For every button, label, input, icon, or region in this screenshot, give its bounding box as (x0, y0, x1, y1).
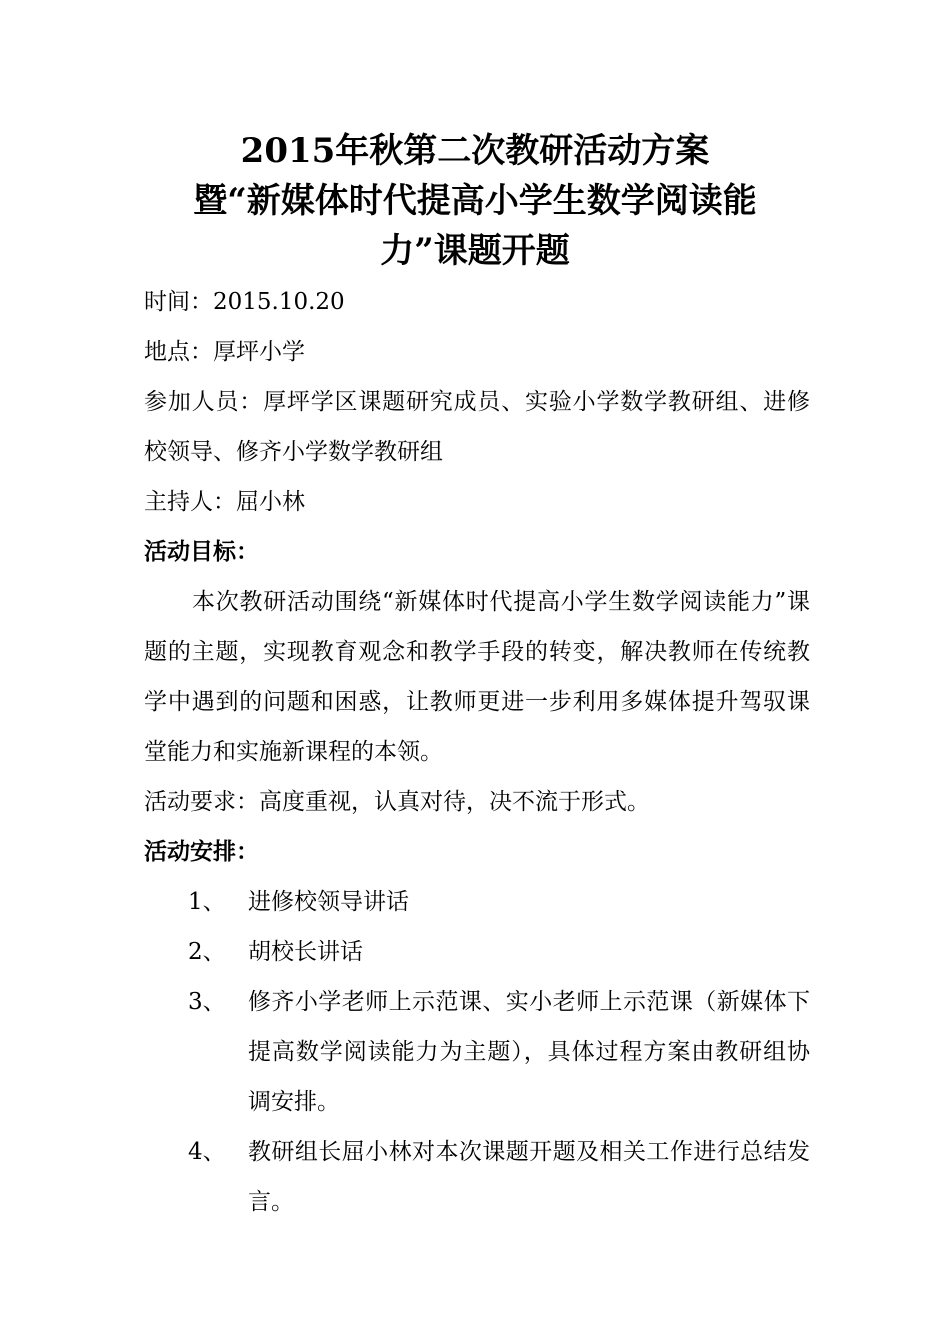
list-item (144, 927, 810, 977)
requirement-line: 活动要求：高度重视，认真对待，决不流于形式。 (144, 789, 650, 815)
list-item-text: 进修校领导讲话 (248, 889, 409, 915)
arrangement-list (144, 877, 810, 1227)
arrangement-heading: 活动安排： (144, 838, 259, 865)
list-item-number: 4、 (188, 1139, 226, 1165)
list-item-number: 3、 (188, 989, 226, 1015)
title-line-2: 暨“新媒体时代提高小学生数学阅读能 (193, 181, 757, 221)
list-item-number: 2、 (188, 939, 226, 965)
list-item (144, 977, 810, 1127)
list-item-text: 教研组长屈小林对本次课题开题及相关工作进行总结发言。 (248, 1139, 810, 1215)
list-item-text: 修齐小学老师上示范课、实小老师上示范课（新媒体下提高数学阅读能力为主题），具体过程方案由教研组协调安排。 (248, 989, 810, 1115)
title-line-3: 力”课题开题 (380, 231, 570, 271)
title-line-1: 2015年秋第二次教研活动方案 (240, 131, 710, 171)
list-item-number: 1、 (188, 889, 226, 915)
host-line: 主持人：屈小林 (144, 489, 305, 515)
goal-paragraph: 本次教研活动围绕“新媒体时代提高小学生数学阅读能力”课题的主题，实现教育观念和教学手段的转变，解决教师在传统教学中遇到的问题和困惑，让教师更进一步利用多媒体提升驾驭课堂能力和实施新课程的本领。 (144, 589, 810, 765)
document-title (120, 126, 830, 276)
goal-heading: 活动目标： (144, 538, 259, 565)
list-item (144, 1127, 810, 1227)
participants-line: 参加人员：厚坪学区课题研究成员、实验小学数学教研组、进修校领导、修齐小学数学教研组 (144, 389, 810, 465)
document-body (144, 277, 810, 1227)
list-item (144, 877, 810, 927)
time-line: 时间：2015.10.20 (144, 289, 345, 315)
list-item-text: 胡校长讲话 (248, 939, 363, 965)
place-line: 地点：厚坪小学 (144, 339, 305, 365)
